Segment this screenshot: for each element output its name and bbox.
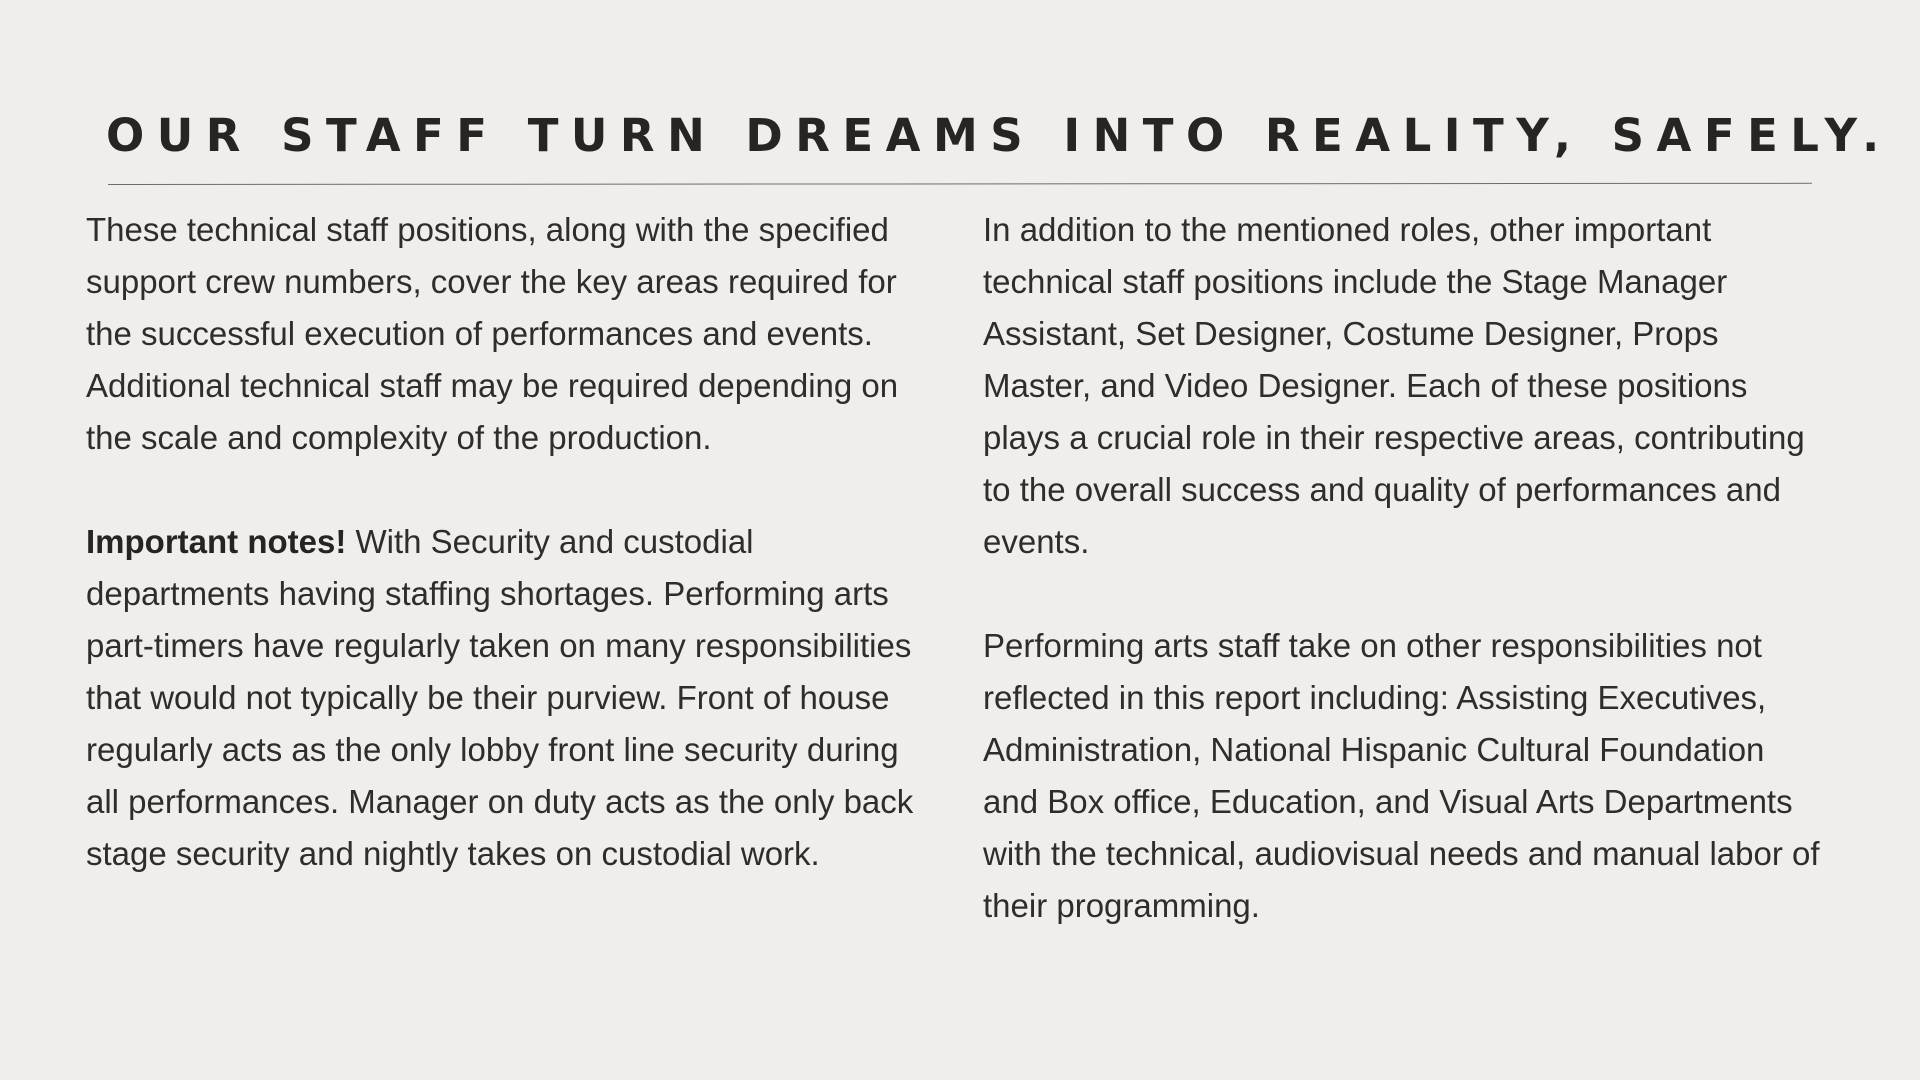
left-column bbox=[86, 204, 916, 880]
left-paragraph-1: These technical staff positions, along with the specified support crew numbers, cover the key areas required for the successful execution of performances and events. Additional technical staff may be required depending on the scale and complexity of the production. bbox=[86, 211, 899, 456]
right-column bbox=[983, 204, 1823, 932]
title-divider bbox=[108, 183, 1812, 185]
right-paragraph-1: In addition to the mentioned roles, other important technical staff positions include the Stage Manager Assistant, Set Designer, Costume Designer, Props Master, and Video Designer. Each of these positions plays a crucial role in their respective areas, contributing to the overall success and quality of performances and events. bbox=[983, 211, 1805, 560]
important-notes-text: With Security and custodial departments having staffing shortages. Performing arts part-timers have regularly taken on many responsibilities that would not typically be their purview. Front of house regularly acts as the only lobby front line security during all performances. Manager on duty acts as the only back stage security and nightly takes on custodial work. bbox=[86, 523, 914, 872]
left-paragraph-2 bbox=[86, 516, 916, 880]
important-notes-label: Important notes! bbox=[86, 523, 347, 560]
right-paragraph-2: Performing arts staff take on other responsibilities not reflected in this report including: Assisting Executives, Administration, National Hispanic Cultural Foundation and Box office, Education, and Visual Arts Departments with the technical, audiovisual needs and manual labor of their programming. bbox=[983, 627, 1820, 924]
slide-title: OUR STAFF TURN DREAMS INTO REALITY, SAFELY. bbox=[106, 109, 1892, 162]
